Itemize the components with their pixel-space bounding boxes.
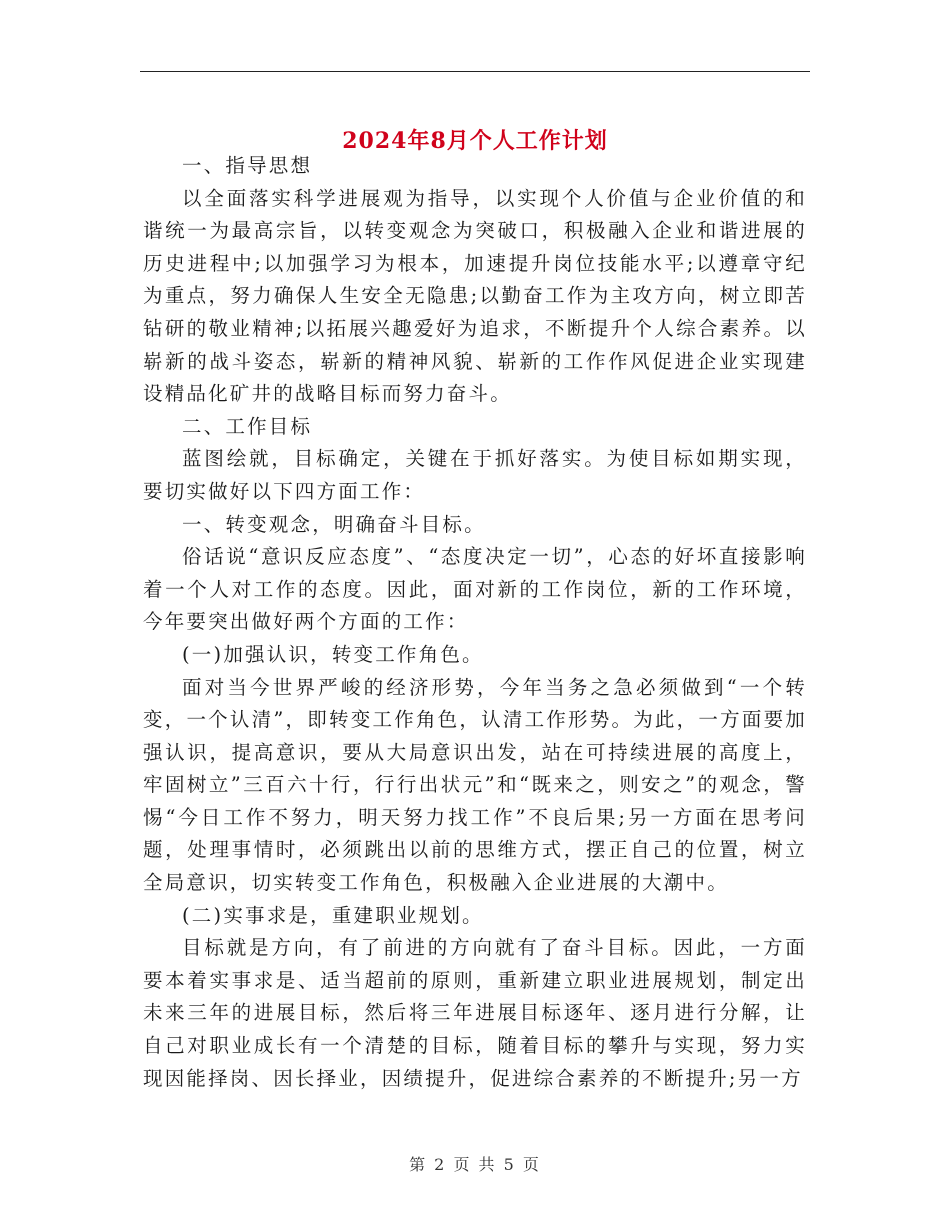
paragraph-career-planning: 目标就是方向，有了前进的方向就有了奋斗目标。因此，一方面要本着实事求是、适当超前的原则，重新建立职业进展规划，制定出未来三年的进展目标，然后将三年进展目标逐年、逐月进行分解，让自己对职业成长有一个清楚的目标，随着目标的攀升与实现，努力实现因能择岗、因长择业，因绩提升，促进综合素养的不断提升;另一方 xyxy=(143,936,807,1090)
document-body xyxy=(143,150,807,1095)
document-title: 2024年8月个人工作计划 xyxy=(342,127,608,154)
paragraph-change-mindset: 俗话说“意识反应态度”、“态度决定一切”，心态的好坏直接影响着一个人对工作的态度。因此，面对新的工作岗位，新的工作环境，今年要突出做好两个方面的工作： xyxy=(143,545,807,634)
paragraph-guiding-ideology: 以全面落实科学进展观为指导，以实现个人价值与企业价值的和谐统一为最高宗旨，以转变观念为突破口，积极融入企业和谐进展的历史进程中;以加强学习为根本，加速提升岗位技能水平;以遵章守纪为重点，努力确保人生安全无隐患;以勤奋工作为主攻方向，树立即苦钻研的敬业精神;以拓展兴趣爱好为追求，不断提升个人综合素养。以崭新的战斗姿态，崭新的精神风貌、崭新的工作作风促进企业实现建设精品化矿井的战略目标而努力奋斗。 xyxy=(143,186,807,406)
header-rule xyxy=(140,71,810,72)
heading-change-mindset: 一、转变观念，明确奋斗目标。 xyxy=(182,512,486,536)
paragraph-strengthen-awareness: 面对当今世界严峻的经济形势，今年当务之急必须做到“一个转变，一个认清”，即转变工作角色，认清工作形势。为此，一方面要加强认识，提高意识，要从大局意识出发，站在可持续进展的高度上，牢固树立”三百六十行，行行出状元”和“既来之，则安之”的观念，警惕“今日工作不努力，明天努力找工作”不良后果;另一方面在思考问题，处理事情时，必须跳出以前的思维方式，摆正自己的位置，树立全局意识，切实转变工作角色，积极融入企业进展的大潮中。 xyxy=(143,675,807,895)
paragraph-work-goals: 蓝图绘就，目标确定，关键在于抓好落实。为使目标如期实现，要切实做好以下四方面工作： xyxy=(143,447,807,503)
subheading-strengthen-awareness: (一)加强认识，转变工作角色。 xyxy=(182,642,484,666)
heading-work-goals: 二、工作目标 xyxy=(182,414,313,438)
page-number: 第 2 页 共 5 页 xyxy=(409,1155,541,1174)
subheading-career-planning: (二)实事求是，重建职业规划。 xyxy=(182,903,484,927)
heading-guiding-ideology: 一、指导思想 xyxy=(182,154,313,177)
